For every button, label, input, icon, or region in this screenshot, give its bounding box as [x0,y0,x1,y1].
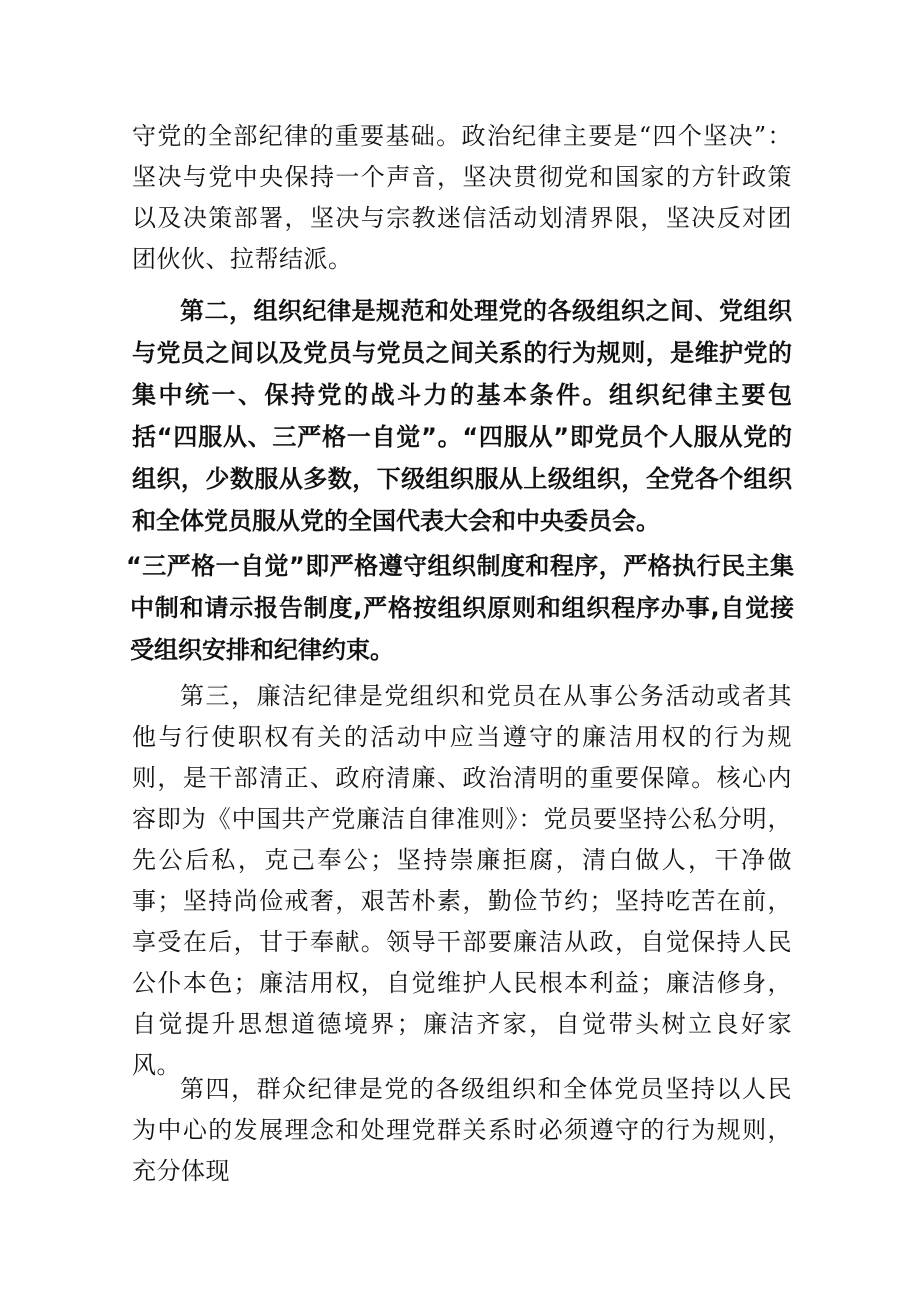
paragraph-mass-discipline: 第四，群众纪律是党的各级组织和全体党员坚持以人民为中心的发展理念和处理党群关系时必须遵守的行为规则，充分体现 [132,1075,792,1185]
paragraph-political-discipline-continued: 守党的全部纪律的重要基础。政治纪律主要是“四个坚决”：坚决与党中央保持一个声音，坚决贯彻党和国家的方针政策以及决策部署，坚决与宗教迷信活动划清界限，坚决反对团团伙伙、拉帮结派。 [132,122,792,273]
paragraph-integrity-discipline: 第三，廉洁纪律是党组织和党员在从事公务活动或者其他与行使职权有关的活动中应当遵守的廉洁用权的行为规则，是干部清正、政府清廉、政治清明的重要保障。核心内容即为《中国共产党廉洁自律准则》：党员要坚持公私分明，先公后私，克己奉公；坚持崇廉拒腐，清白做人，干净做事；坚持尚俭戒奢，艰苦朴素，勤俭节约；坚持吃苦在前，享受在后，甘于奉献。领导干部要廉洁从政，自觉保持人民公仆本色；廉洁用权，自觉维护人民根本利益；廉洁修身，自觉提升思想道德境界；廉洁齐家，自觉带头树立良好家风。 [132,682,792,1079]
paragraph-organizational-discipline: 第二，组织纪律是规范和处理党的各级组织之间、党组织与党员之间以及党员与党员之间关系的行为规则，是维护党的集中统一、保持党的战斗力的基本条件。组织纪律主要包括“四服从、三严格一自觉”。“四服从”即党员个人服从党的组织，少数服从多数，下级组织服从上级组织，全党各个组织和全体党员服从党的全国代表大会和中央委员会。 [132,297,792,535]
paragraph-three-strict-one-conscious: “三严格一自觉”即严格遵守组织制度和程序，严格执行民主集中制和请示报告制度,严格按组织原则和组织程序办事,自觉接受组织安排和纪律约束。 [126,552,794,664]
